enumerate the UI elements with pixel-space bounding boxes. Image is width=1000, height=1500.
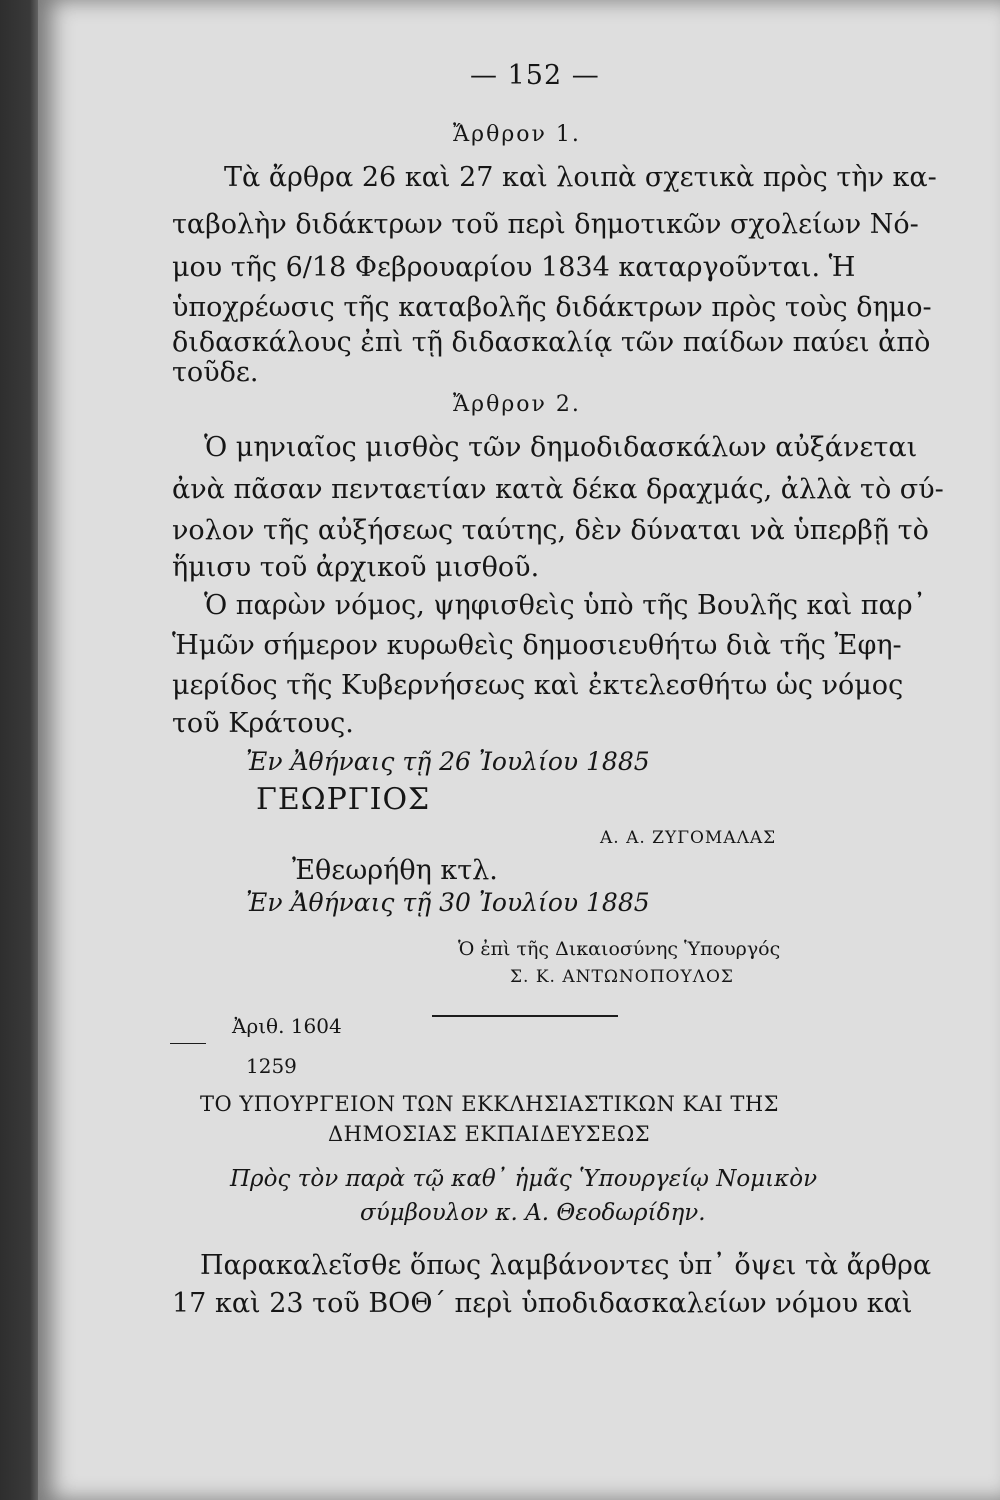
article-2-line: Ὁ παρὼν νόμος, ψηφισθεὶς ὑπὸ τῆς Βουλῆς καὶ παρ᾽: [204, 590, 927, 621]
margin-rule: [170, 1043, 206, 1044]
signature-date-1: Ἐν Ἀθήναις τῇ 26 Ἰουλίου 1885: [246, 747, 650, 776]
king-signature: ΓΕΩΡΓΙΟΣ: [256, 782, 431, 817]
article-2-line: ἥμισυ τοῦ ἀρχικοῦ μισθοῦ.: [172, 552, 540, 583]
letter-body-line: 17 καὶ 23 τοῦ ΒΟΘ΄ περὶ ὑποδιδασκαλείων νόμου καὶ: [172, 1288, 913, 1319]
ministry-heading-line: ΔΗΜΟΣΙΑΣ ΕΚΠΑΙΔΕΥΣΕΩΣ: [328, 1122, 651, 1146]
signature-date-2: Ἐν Ἀθήναις τῇ 30 Ἰουλίου 1885: [246, 888, 650, 917]
letter-body-line: Παρακαλεῖσθε ὅπως λαμβάνοντες ὑπ᾽ ὄψει τὰ ἄρθρα: [200, 1250, 932, 1281]
article-1-heading: Ἄρθρον 1.: [453, 122, 581, 147]
article-1-line: διδασκάλους ἐπὶ τῇ διδασκαλίᾳ τῶν παίδων παύει ἀπὸ: [172, 327, 931, 358]
article-2-line: μερίδος τῆς Κυβερνήσεως καὶ ἐκτελεσθήτω ὡς νόμος: [172, 670, 904, 701]
page-number: — 152 —: [470, 60, 600, 91]
article-2-line: ἀνὰ πᾶσαν πενταετίαν κατὰ δέκα δραχμάς, ἀλλὰ τὸ σύ-: [172, 474, 944, 505]
article-1-line: μου τῆς 6/18 Φεβρουαρίου 1834 καταργοῦνται. Ἡ: [172, 252, 856, 283]
addressee-line: Πρὸς τὸν παρὰ τῷ καθ᾽ ἡμᾶς Ὑπουργείῳ Νομικὸν: [230, 1166, 818, 1192]
article-2-line: τοῦ Κράτους.: [172, 708, 354, 739]
article-2-heading: Ἄρθρον 2.: [453, 392, 581, 417]
article-2-line: Ἡμῶν σήμερον κυρωθεὶς δημοσιευθήτω διὰ τῆς Ἐφη-: [172, 630, 902, 661]
document-number: Ἀριθ. 1604: [232, 1014, 342, 1038]
article-1-line: ὑποχρέωσις τῆς καταβολῆς διδάκτρων πρὸς τοὺς δημο-: [172, 292, 932, 323]
article-1-line: Τὰ ἄρθρα 26 καὶ 27 καὶ λοιπὰ σχετικὰ πρὸς τὴν κα-: [224, 162, 937, 193]
etheorithi-line: Ἐθεωρήθη κτλ.: [292, 855, 498, 886]
article-1-line: τοῦδε.: [172, 357, 259, 388]
minister-signature-2: Σ. Κ. ΑΝΤΩΝΟΠΟΥΛΟΣ: [510, 967, 734, 987]
minister-signature-1: Α. Α. ΖΥΓΟΜΑΛΑΣ: [600, 828, 777, 848]
addressee-line: σύμβουλον κ. Α. Θεοδωρίδην.: [360, 1200, 706, 1226]
protocol-number: 1259: [246, 1054, 297, 1078]
article-2-line: Ὁ μηνιαῖος μισθὸς τῶν δημοδιδασκάλων αὐξάνεται: [204, 432, 918, 463]
article-2-line: νολον τῆς αὐξήσεως ταύτης, δὲν δύναται νὰ ὑπερβῇ τὸ: [172, 515, 929, 546]
article-1-line: ταβολὴν διδάκτρων τοῦ περὶ δημοτικῶν σχολείων Νό-: [172, 209, 919, 240]
minister-title: Ὁ ἐπὶ τῆς Δικαιοσύνης Ὑπουργός: [458, 938, 781, 960]
ministry-heading-line: ΤΟ ΥΠΟΥΡΓΕΙΟΝ ΤΩΝ ΕΚΚΛΗΣΙΑΣΤΙΚΩΝ ΚΑΙ ΤΗΣ: [200, 1092, 780, 1116]
section-divider: [432, 1015, 618, 1017]
book-page: [38, 0, 1000, 1500]
